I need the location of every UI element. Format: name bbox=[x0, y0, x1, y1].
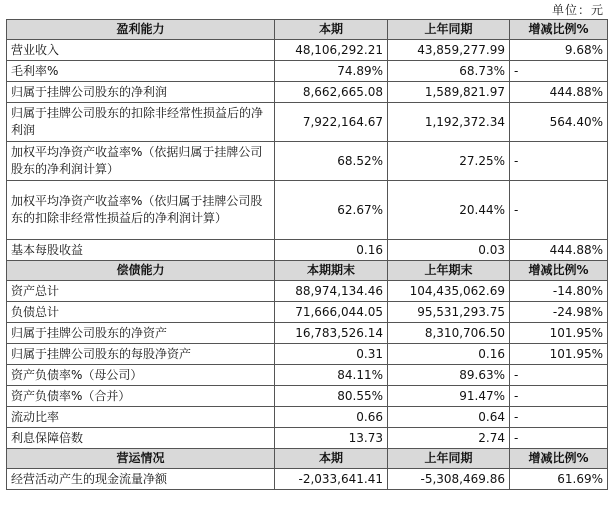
prior-value: 1,589,821.97 bbox=[388, 82, 510, 103]
change-value: - bbox=[510, 142, 608, 181]
current-value: 74.89% bbox=[275, 61, 388, 82]
current-value: 68.52% bbox=[275, 142, 388, 181]
table-row bbox=[7, 142, 608, 181]
prior-value: 0.16 bbox=[388, 344, 510, 365]
column-header: 本期 bbox=[275, 20, 388, 40]
current-value: 0.31 bbox=[275, 344, 388, 365]
table-row bbox=[7, 365, 608, 386]
current-value: 16,783,526.14 bbox=[275, 323, 388, 344]
table-row bbox=[7, 323, 608, 344]
table-row bbox=[7, 61, 608, 82]
current-value: 8,662,665.08 bbox=[275, 82, 388, 103]
prior-value: 8,310,706.50 bbox=[388, 323, 510, 344]
change-value: 564.40% bbox=[510, 103, 608, 142]
change-value: - bbox=[510, 61, 608, 82]
row-label: 归属于挂牌公司股东的净资产 bbox=[7, 323, 275, 344]
table-row bbox=[7, 302, 608, 323]
financial-indicators-table bbox=[6, 19, 608, 490]
change-value: - bbox=[510, 365, 608, 386]
current-value: 84.11% bbox=[275, 365, 388, 386]
change-value: 9.68% bbox=[510, 40, 608, 61]
current-value: 0.66 bbox=[275, 407, 388, 428]
current-value: 7,922,164.67 bbox=[275, 103, 388, 142]
prior-value: 2.74 bbox=[388, 428, 510, 449]
row-label: 归属于挂牌公司股东的净利润 bbox=[7, 82, 275, 103]
table-row bbox=[7, 386, 608, 407]
column-header: 增减比例% bbox=[510, 20, 608, 40]
current-value: 80.55% bbox=[275, 386, 388, 407]
row-label: 归属于挂牌公司股东的扣除非经常性损益后的净利润 bbox=[7, 103, 275, 142]
column-header: 本期期末 bbox=[275, 261, 388, 281]
table-row bbox=[7, 103, 608, 142]
section-title: 盈利能力 bbox=[7, 20, 275, 40]
change-value: - bbox=[510, 407, 608, 428]
change-value: -14.80% bbox=[510, 281, 608, 302]
change-value: -24.98% bbox=[510, 302, 608, 323]
row-label: 负债总计 bbox=[7, 302, 275, 323]
prior-value: 0.64 bbox=[388, 407, 510, 428]
current-value: 71,666,044.05 bbox=[275, 302, 388, 323]
prior-value: 95,531,293.75 bbox=[388, 302, 510, 323]
change-value: 101.95% bbox=[510, 323, 608, 344]
prior-value: 89.63% bbox=[388, 365, 510, 386]
change-value: - bbox=[510, 181, 608, 240]
row-label: 资产负债率%（母公司） bbox=[7, 365, 275, 386]
current-value: 48,106,292.21 bbox=[275, 40, 388, 61]
column-header: 本期 bbox=[275, 449, 388, 469]
prior-value: 43,859,277.99 bbox=[388, 40, 510, 61]
change-value: 61.69% bbox=[510, 469, 608, 490]
section-header-row bbox=[7, 20, 608, 40]
prior-value: -5,308,469.86 bbox=[388, 469, 510, 490]
column-header: 上年期末 bbox=[388, 261, 510, 281]
current-value: -2,033,641.41 bbox=[275, 469, 388, 490]
prior-value: 27.25% bbox=[388, 142, 510, 181]
change-value: - bbox=[510, 428, 608, 449]
prior-value: 68.73% bbox=[388, 61, 510, 82]
table-row bbox=[7, 344, 608, 365]
prior-value: 0.03 bbox=[388, 240, 510, 261]
row-label: 毛利率% bbox=[7, 61, 275, 82]
section-header-row bbox=[7, 449, 608, 469]
prior-value: 1,192,372.34 bbox=[388, 103, 510, 142]
column-header: 增减比例% bbox=[510, 449, 608, 469]
row-label: 资产总计 bbox=[7, 281, 275, 302]
prior-value: 20.44% bbox=[388, 181, 510, 240]
table-row bbox=[7, 407, 608, 428]
table-row bbox=[7, 469, 608, 490]
table-row bbox=[7, 40, 608, 61]
current-value: 0.16 bbox=[275, 240, 388, 261]
column-header: 增减比例% bbox=[510, 261, 608, 281]
table-row bbox=[7, 281, 608, 302]
row-label: 营业收入 bbox=[7, 40, 275, 61]
table-row bbox=[7, 428, 608, 449]
change-value: 444.88% bbox=[510, 240, 608, 261]
change-value: 101.95% bbox=[510, 344, 608, 365]
section-header-row bbox=[7, 261, 608, 281]
current-value: 13.73 bbox=[275, 428, 388, 449]
row-label: 归属于挂牌公司股东的每股净资产 bbox=[7, 344, 275, 365]
current-value: 88,974,134.46 bbox=[275, 281, 388, 302]
row-label: 利息保障倍数 bbox=[7, 428, 275, 449]
row-label: 加权平均净资产收益率%（依归属于挂牌公司股东的扣除非经常性损益后的净利润计算） bbox=[7, 181, 275, 240]
table-row bbox=[7, 82, 608, 103]
change-value: - bbox=[510, 386, 608, 407]
row-label: 经营活动产生的现金流量净额 bbox=[7, 469, 275, 490]
current-value: 62.67% bbox=[275, 181, 388, 240]
row-label: 资产负债率%（合并） bbox=[7, 386, 275, 407]
row-label: 流动比率 bbox=[7, 407, 275, 428]
section-title: 偿债能力 bbox=[7, 261, 275, 281]
column-header: 上年同期 bbox=[388, 20, 510, 40]
table-body bbox=[7, 20, 608, 490]
column-header: 上年同期 bbox=[388, 449, 510, 469]
table-row bbox=[7, 181, 608, 240]
table-row bbox=[7, 240, 608, 261]
prior-value: 91.47% bbox=[388, 386, 510, 407]
unit-label: 单位：元 bbox=[551, 3, 604, 17]
change-value: 444.88% bbox=[510, 82, 608, 103]
prior-value: 104,435,062.69 bbox=[388, 281, 510, 302]
row-label: 加权平均净资产收益率%（依据归属于挂牌公司股东的净利润计算） bbox=[7, 142, 275, 181]
row-label: 基本每股收益 bbox=[7, 240, 275, 261]
section-title: 营运情况 bbox=[7, 449, 275, 469]
